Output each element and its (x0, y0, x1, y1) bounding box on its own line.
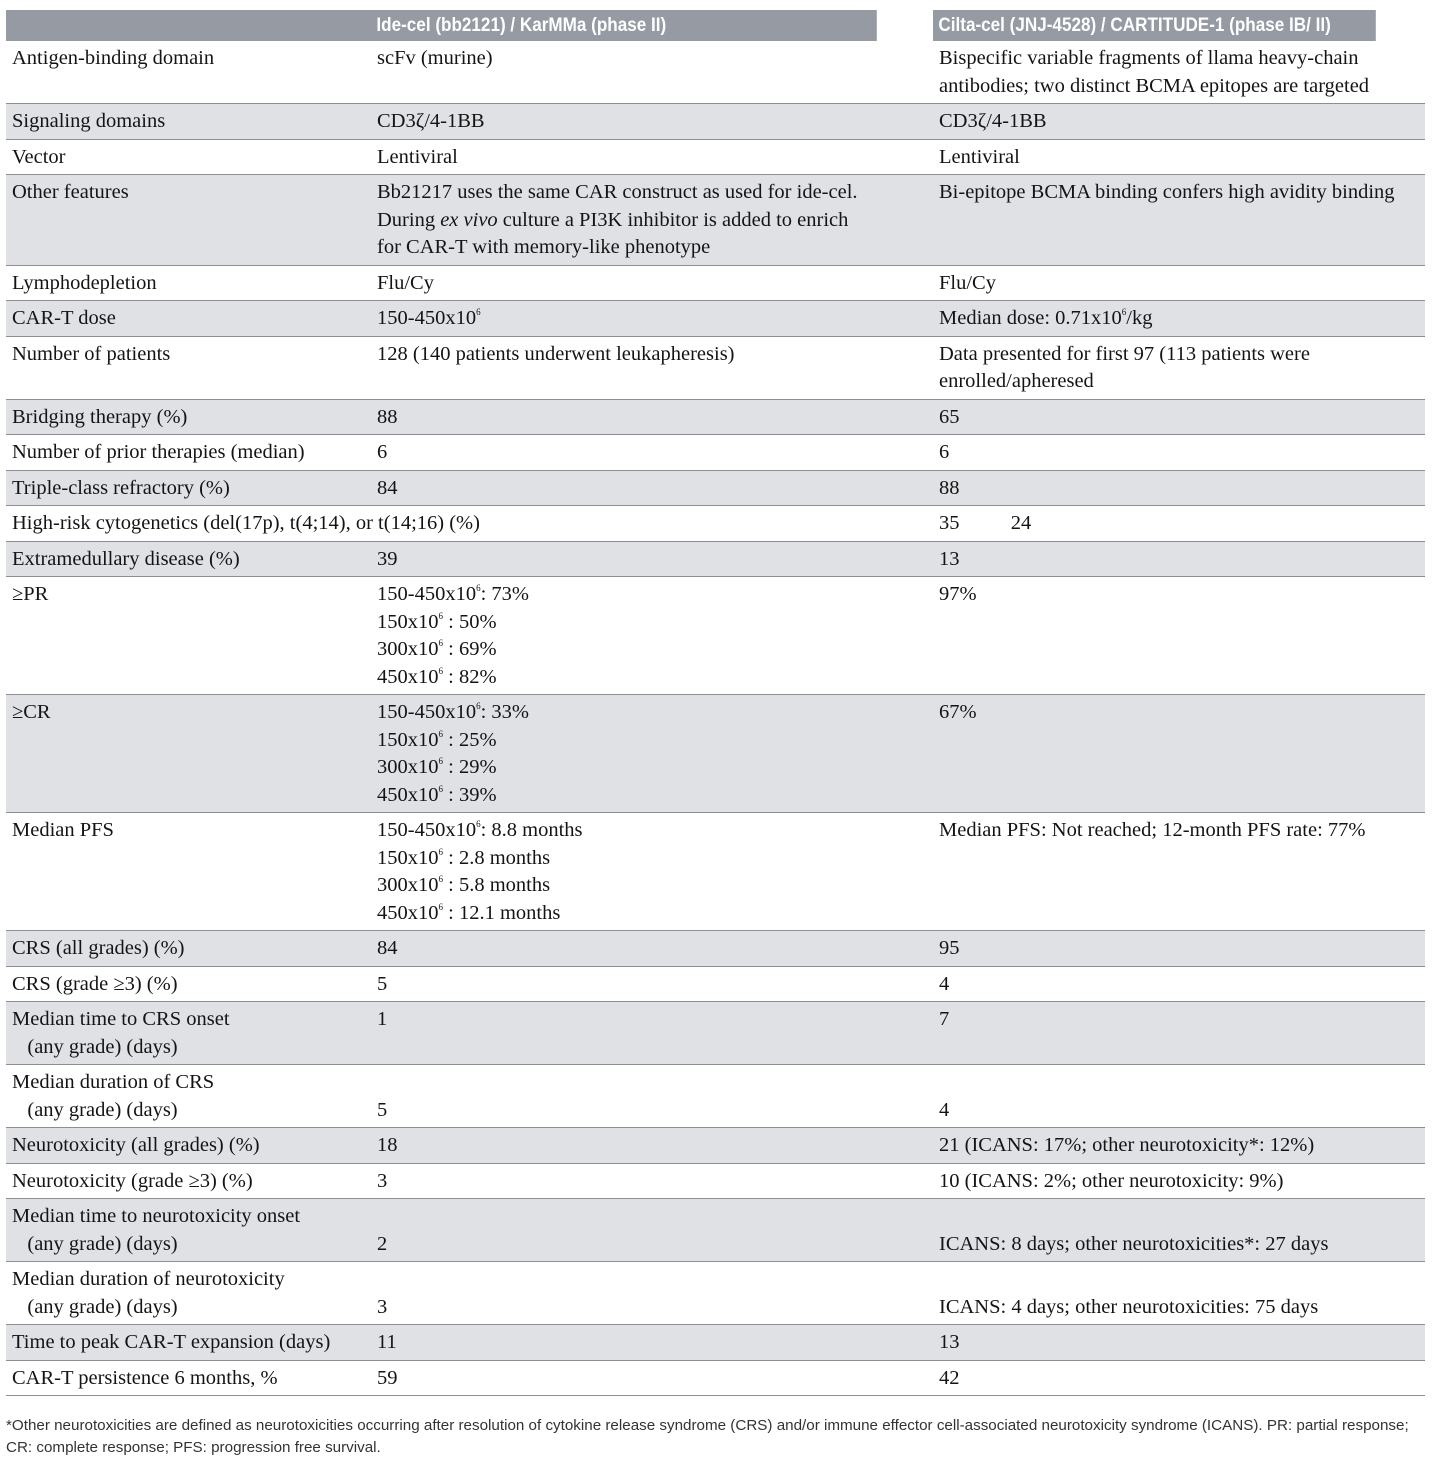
table-row (6, 1128, 1425, 1164)
ciltacel-value: 67% (933, 695, 1425, 813)
ciltacel-value: 7 (933, 1002, 1425, 1065)
table-row (6, 813, 1425, 931)
table-body (6, 41, 1425, 1396)
table-row (6, 1199, 1425, 1262)
ciltacel-value: 13 (933, 1325, 1425, 1361)
row-label: Vector (6, 139, 371, 175)
table-row (6, 399, 1425, 435)
ciltacel-value: Bi-epitope BCMA binding confers high avidity binding (933, 175, 1425, 266)
idecel-value: $150-450x10^6$: 33% $150x10^6$ : 25% $300x10^6$ : 29% $450x10^6$ : 39% (371, 695, 933, 813)
ciltacel-value: Lentiviral (933, 139, 1425, 175)
ciltacel-value: 88 (933, 470, 1425, 506)
row-label: Time to peak CAR-T expansion (days) (6, 1325, 371, 1361)
idecel-value: 59 (371, 1360, 933, 1396)
row-label: High-risk cytogenetics (del(17p), t(4;14), or t(14;16) (%) (6, 506, 933, 542)
row-label: Antigen-binding domain (6, 41, 371, 104)
idecel-value: 3 (371, 1163, 933, 1199)
table-row (6, 966, 1425, 1002)
table-row (6, 41, 1425, 104)
table-row (6, 695, 1425, 813)
ciltacel-value: 35 24 (933, 506, 1425, 542)
idecel-value: $150-450x10^6$ (371, 301, 933, 337)
idecel-value: 5 (371, 1065, 933, 1128)
header-cell-ciltacel: Cilta-cel (JNJ-4528) / CARTITUDE-1 (phase IB/ II) (933, 10, 1376, 41)
row-label: Median duration of CRS (any grade) (days) (6, 1065, 371, 1128)
row-label: Median time to neurotoxicity onset (any grade) (days) (6, 1199, 371, 1262)
table-row (6, 435, 1425, 471)
idecel-value: 6 (371, 435, 933, 471)
ciltacel-value: 4 (933, 966, 1425, 1002)
comparison-table (6, 10, 1425, 1396)
idecel-value: CD3ζ/4-1BB (371, 104, 933, 140)
idecel-value: 84 (371, 470, 933, 506)
table-header (6, 10, 1425, 41)
idecel-value: 128 (140 patients underwent leukapheresis) (371, 336, 933, 399)
ciltacel-value: 42 (933, 1360, 1425, 1396)
ciltacel-value: Bispecific variable fragments of llama heavy-chain antibodies; two distinct BCMA epitopes are targeted (933, 41, 1425, 104)
row-label: CRS (all grades) (%) (6, 931, 371, 967)
row-label: Median PFS (6, 813, 371, 931)
row-label: ≥CR (6, 695, 371, 813)
table-row (6, 541, 1425, 577)
table-row (6, 336, 1425, 399)
row-label: CAR-T dose (6, 301, 371, 337)
ciltacel-value: ICANS: 4 days; other neurotoxicities: 75 days (933, 1262, 1425, 1325)
idecel-value: $150-450x10^6$: 73% $150x10^6$ : 50% $300x10^6$ : 69% $450x10^6$ : 82% (371, 577, 933, 695)
idecel-value: 1 (371, 1002, 933, 1065)
row-label: Extramedullary disease (%) (6, 541, 371, 577)
row-label: Other features (6, 175, 371, 266)
ciltacel-value: Flu/Cy (933, 265, 1425, 301)
ciltacel-value: 97% (933, 577, 1425, 695)
ciltacel-value: Data presented for first 97 (113 patients were enrolled/apheresed (933, 336, 1425, 399)
idecel-value: 2 (371, 1199, 933, 1262)
idecel-value: 39 (371, 541, 933, 577)
table-row (6, 104, 1425, 140)
idecel-value: 3 (371, 1262, 933, 1325)
row-label: Lymphodepletion (6, 265, 371, 301)
ciltacel-value: ICANS: 8 days; other neurotoxicities*: 27 days (933, 1199, 1425, 1262)
row-label: Number of prior therapies (median) (6, 435, 371, 471)
idecel-value: Lentiviral (371, 139, 933, 175)
table-row (6, 175, 1425, 266)
row-label: Median duration of neurotoxicity (any grade) (days) (6, 1262, 371, 1325)
idecel-value: Bb21217 uses the same CAR construct as used for ide-cel. During ex vivo culture a PI3K inhibitor is added to enrich for CAR-T with memory-like phenotype (371, 175, 933, 266)
idecel-value: scFv (murine) (371, 41, 933, 104)
idecel-value: 11 (371, 1325, 933, 1361)
ciltacel-value: CD3ζ/4-1BB (933, 104, 1425, 140)
row-label: CAR-T persistence 6 months, % (6, 1360, 371, 1396)
table-row (6, 1325, 1425, 1361)
ciltacel-value: 21 (ICANS: 17%; other neurotoxicity*: 12%) (933, 1128, 1425, 1164)
ciltacel-value: Median PFS: Not reached; 12-month PFS rate: 77% (933, 813, 1425, 931)
header-cell-idecel: Ide-cel (bb2121) / KarMMa (phase II) (371, 10, 877, 41)
table-row (6, 301, 1425, 337)
table-row (6, 1163, 1425, 1199)
table-row (6, 1065, 1425, 1128)
table-row (6, 931, 1425, 967)
header-row (6, 10, 1425, 41)
ciltacel-value: 10 (ICANS: 2%; other neurotoxicity: 9%) (933, 1163, 1425, 1199)
row-label: Median time to CRS onset (any grade) (days) (6, 1002, 371, 1065)
row-label: Signaling domains (6, 104, 371, 140)
row-label: Bridging therapy (%) (6, 399, 371, 435)
ciltacel-value: Median dose: $0.71x10^6/kg$ (933, 301, 1425, 337)
table-row (6, 506, 1425, 542)
table-row (6, 265, 1425, 301)
idecel-value: 88 (371, 399, 933, 435)
idecel-value: 18 (371, 1128, 933, 1164)
row-label: Triple-class refractory (%) (6, 470, 371, 506)
table-row (6, 577, 1425, 695)
table-row (6, 1002, 1425, 1065)
ciltacel-value: 13 (933, 541, 1425, 577)
ciltacel-value: 4 (933, 1065, 1425, 1128)
row-label: CRS (grade ≥3) (%) (6, 966, 371, 1002)
row-label: ≥PR (6, 577, 371, 695)
idecel-value: 5 (371, 966, 933, 1002)
table-row (6, 470, 1425, 506)
idecel-value: $150-450x10^6$: 8.8 months $150x10^6$ : 2.8 months $300x10^6$ : 5.8 months $450x10^6$ : 12.1 months (371, 813, 933, 931)
row-label: Neurotoxicity (all grades) (%) (6, 1128, 371, 1164)
header-cell-blank (6, 10, 371, 41)
ciltacel-value: 65 (933, 399, 1425, 435)
table-row (6, 1262, 1425, 1325)
table-footnote: *Other neurotoxicities are defined as neurotoxicities occurring after resolution of cytokine release syndrome (CRS) and/or immune effector cell-associated neurotoxicity syndrome (ICANS). PR: partial response; CR: complete response; PFS: progression free survival. (6, 1417, 1409, 1456)
ciltacel-value: 6 (933, 435, 1425, 471)
row-label: Neurotoxicity (grade ≥3) (%) (6, 1163, 371, 1199)
ciltacel-value: 95 (933, 931, 1425, 967)
table-row (6, 1360, 1425, 1396)
idecel-value: Flu/Cy (371, 265, 933, 301)
table-row (6, 139, 1425, 175)
row-label: Number of patients (6, 336, 371, 399)
idecel-value: 84 (371, 931, 933, 967)
